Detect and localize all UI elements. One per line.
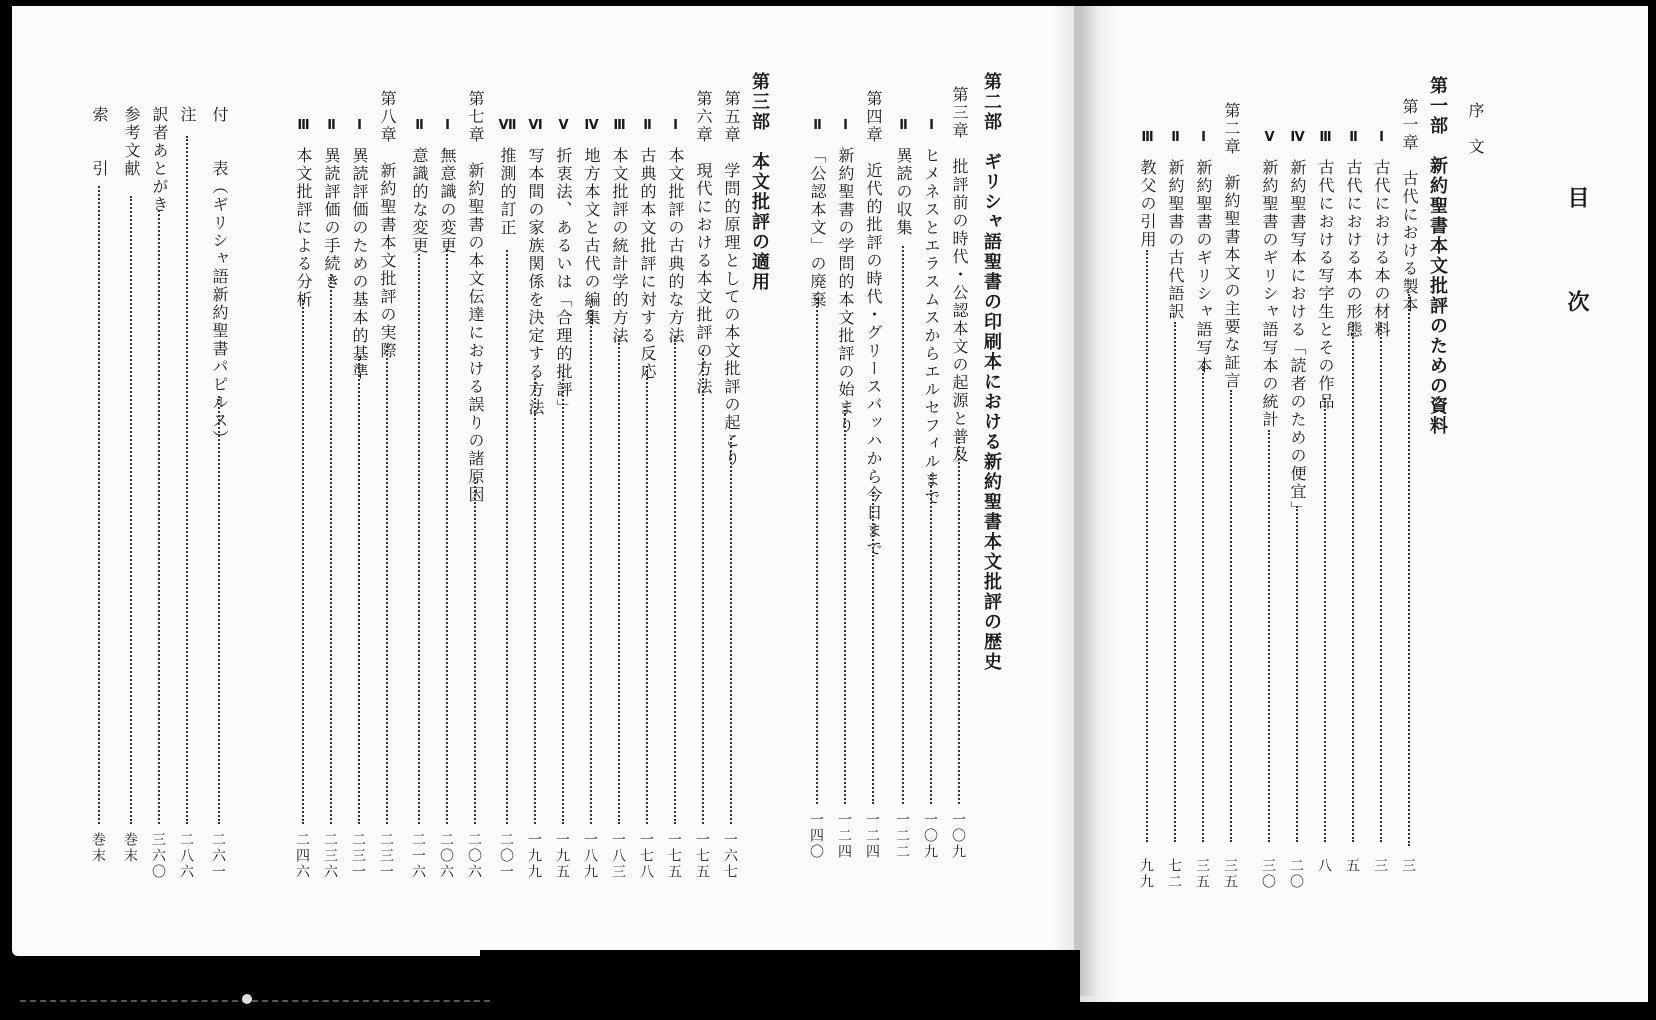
ch3-item-2-num: Ⅱ: [896, 118, 911, 135]
part1-title: 第一部 新約聖書本文批評のための資料: [1427, 76, 1448, 436]
ch4-item-2-num: Ⅱ: [810, 118, 825, 135]
right-page: [1074, 6, 1648, 1002]
leader: [158, 210, 160, 824]
ch6-item-4-page: 一八九: [582, 832, 598, 880]
ch8-item-2-title: 異読評価の手続き: [322, 147, 341, 291]
ch4-item-1-num: Ⅰ: [838, 118, 853, 135]
leader: [958, 438, 960, 804]
index-page: 巻末: [90, 832, 106, 864]
ch6-item-3-num: Ⅲ: [612, 118, 627, 135]
gutter-shadow: [1052, 6, 1100, 996]
ch6-item-5-title: 折衷法、あるいは「合理的批評」: [554, 147, 573, 417]
notes-title: 注: [178, 106, 197, 124]
ch1-item-3-page: 八: [1316, 858, 1332, 874]
leader: [1202, 366, 1204, 842]
leader: [302, 300, 304, 824]
ch3-item-1-num: Ⅰ: [924, 118, 939, 135]
ch1-item-3-title: 古代における写字生とその作品: [1316, 159, 1335, 411]
leader: [562, 372, 564, 824]
ch7-item-1-page: 二〇六: [438, 832, 454, 880]
ch7-item-1-title: 無意識の変更: [438, 147, 457, 255]
ch3-title: 第三章 批評前の時代・公認本文の起源と普及: [950, 86, 969, 464]
ch1-item-1-num: Ⅰ: [1374, 130, 1389, 147]
leader: [590, 306, 592, 824]
ch8-item-2-page: 二三六: [322, 832, 338, 880]
ch6-title: 第六章 現代における本文批評の方法: [694, 90, 713, 396]
afterword-page: 三六〇: [150, 832, 166, 880]
leader: [1146, 250, 1148, 842]
scan-edge-line: [20, 1000, 490, 1002]
ch1-item-5-title: 新約聖書のギリシャ語写本の統計: [1260, 159, 1279, 429]
ch8-item-1-title: 異読評価のための基本的基準: [350, 147, 369, 381]
ch8-item-3-title: 本文批評による分析: [294, 147, 313, 309]
leader: [446, 250, 448, 824]
leader: [844, 406, 846, 804]
bibliography-title: 参考文献: [122, 106, 141, 178]
ch1-item-4-title: 新約聖書写本における「読者のための便宜」: [1288, 159, 1307, 519]
ch3-item-1-title: ヒメネスとエラスムスからエルセフィルまで: [922, 147, 941, 507]
leader: [1352, 322, 1354, 842]
ch6-item-5-num: Ⅴ: [556, 118, 571, 135]
leader: [474, 478, 476, 824]
ch2-item-1-num: Ⅰ: [1196, 130, 1211, 147]
ch6-item-2-page: 一七八: [638, 832, 654, 880]
ch5-page: 一六七: [722, 832, 738, 880]
ch3-item-2-page: 一二二: [894, 812, 910, 860]
preface-label: 序 文: [1466, 102, 1485, 156]
ch6-item-2-num: Ⅱ: [640, 118, 655, 135]
ch3-item-1-page: 一〇九: [922, 812, 938, 860]
ch2-item-2-title: 新約聖書の古代語訳: [1166, 159, 1185, 321]
ch6-page: 一七五: [694, 832, 710, 880]
leader: [646, 366, 648, 824]
leader: [130, 196, 132, 824]
ch7-item-1-num: Ⅰ: [440, 118, 455, 135]
ch1-item-4-num: Ⅳ: [1290, 130, 1305, 147]
ch6-item-3-title: 本文批評の統計学的方法: [610, 147, 629, 345]
appendix-page: 二六一: [210, 832, 226, 880]
afterword-title: 訳者あとがき: [150, 106, 169, 214]
ch8-title: 第八章 新約聖書本文批評の実際: [378, 90, 397, 360]
ch5-title: 第五章 学問的原理としての本文批評の起こり: [722, 90, 741, 468]
ch1-item-5-num: Ⅴ: [1262, 130, 1277, 147]
ch8-item-3-page: 二四六: [294, 832, 310, 880]
leader: [872, 492, 874, 804]
part2-title: 第二部 ギリシャ語聖書の印刷本における新約聖書本文批評の歴史: [981, 72, 1002, 672]
leader: [702, 350, 704, 824]
ch4-page: 一二四: [864, 812, 880, 860]
ch6-item-7-num: Ⅶ: [500, 118, 515, 135]
leader: [1324, 398, 1326, 842]
ch6-item-2-title: 古典的本文批評に対する反応: [638, 147, 657, 381]
leader: [1296, 506, 1298, 842]
leader: [1380, 322, 1382, 842]
ch8-item-3-num: Ⅲ: [296, 118, 311, 135]
notes-page: 二八六: [178, 832, 194, 880]
leader: [186, 136, 188, 824]
ch7-item-2-num: Ⅱ: [412, 118, 427, 135]
ch3-item-2-title: 異読の収集: [894, 147, 913, 237]
leader: [674, 336, 676, 824]
ch2-item-2-page: 七二: [1166, 858, 1182, 890]
ch2-title: 第二章 新約聖書本文の主要な証言: [1222, 102, 1241, 390]
ch2-item-2-num: Ⅱ: [1168, 130, 1183, 147]
ch8-item-1-num: Ⅰ: [352, 118, 367, 135]
ch1-item-1-page: 三: [1372, 858, 1388, 874]
leader: [1408, 294, 1410, 846]
ch2-item-3-num: Ⅲ: [1140, 130, 1155, 147]
ch8-item-1-page: 二三一: [350, 832, 366, 880]
left-page: [12, 6, 1074, 956]
ch6-item-1-num: Ⅰ: [668, 118, 683, 135]
leader: [1174, 322, 1176, 842]
leader: [816, 298, 818, 804]
ch6-item-3-page: 一八三: [610, 832, 626, 880]
ch1-item-1-title: 古代における本の材料: [1372, 159, 1391, 339]
ch4-item-1-title: 新約聖書の学問的本文批評の始まり: [836, 147, 855, 435]
ch2-item-3-page: 九九: [1138, 858, 1154, 890]
leader: [618, 336, 620, 824]
ch8-item-2-num: Ⅱ: [324, 118, 339, 135]
ch4-item-2-title: 「公認本文」の廃棄: [808, 147, 827, 309]
ch6-item-1-title: 本文批評の古典的な方法: [666, 147, 685, 345]
ch7-title: 第七章 新約聖書の本文伝達における誤りの諸原因: [466, 90, 485, 504]
ch4-item-1-page: 一二四: [836, 812, 852, 860]
leader: [902, 246, 904, 804]
ch2-page: 三五: [1222, 858, 1238, 890]
leader: [358, 356, 360, 824]
toc-heading: 目 次: [1564, 186, 1590, 342]
leader: [534, 378, 536, 824]
ch4-title: 第四章 近代的批評の時代・グリースバッハから今日まで: [864, 90, 883, 558]
appendix-title: 付 表（ギリシャ語新約聖書パピルス）: [210, 106, 229, 448]
ch1-title: 第一章 古代における製本: [1400, 98, 1419, 314]
ch7-item-2-page: 二一六: [410, 832, 426, 880]
leader: [506, 250, 508, 824]
leader: [218, 396, 220, 824]
ch7-item-2-title: 意識的な変更: [410, 147, 429, 255]
ch6-item-7-title: 推測的訂正: [498, 147, 517, 237]
ch6-item-4-num: Ⅳ: [584, 118, 599, 135]
index-title: 索 引: [90, 106, 109, 178]
ch6-item-1-page: 一七五: [666, 832, 682, 880]
ch2-item-1-title: 新約聖書のギリシャ語写本: [1194, 159, 1213, 375]
leader: [730, 438, 732, 824]
ch6-item-6-num: Ⅵ: [528, 118, 543, 135]
leader: [930, 474, 932, 804]
part3-title: 第三部 本文批評の適用: [749, 72, 770, 292]
bibliography-page: 巻末: [122, 832, 138, 864]
ch6-item-6-page: 一九九: [526, 832, 542, 880]
ch3-page: 一〇九: [950, 812, 966, 860]
ch1-item-2-num: Ⅱ: [1346, 130, 1361, 147]
ch6-item-6-title: 写本間の家族関係を決定する方法: [526, 147, 545, 417]
ch1-page: 三: [1400, 858, 1416, 874]
ch6-item-4-title: 地方本文と古代の編集: [582, 147, 601, 327]
ch7-page: 二〇六: [466, 832, 482, 880]
ch8-page: 二三一: [378, 832, 394, 880]
ch1-item-2-page: 五: [1344, 858, 1360, 874]
scan-mark: [242, 994, 252, 1004]
ch6-item-5-page: 一九五: [554, 832, 570, 880]
ch1-item-3-num: Ⅲ: [1318, 130, 1333, 147]
ch1-item-5-page: 三〇: [1260, 858, 1276, 890]
ch1-item-2-title: 古代における本の形態: [1344, 159, 1363, 339]
leader: [98, 186, 100, 824]
leader: [418, 254, 420, 824]
leader: [1230, 390, 1232, 842]
leader: [330, 274, 332, 824]
ch6-item-7-page: 二〇一: [498, 832, 514, 880]
ch2-item-3-title: 教父の引用: [1138, 159, 1157, 249]
leader: [386, 346, 388, 824]
leader: [1268, 430, 1270, 842]
ch1-item-4-page: 二〇: [1288, 858, 1304, 890]
ch2-item-1-page: 三五: [1194, 858, 1210, 890]
ch4-item-2-page: 一四〇: [808, 812, 824, 860]
